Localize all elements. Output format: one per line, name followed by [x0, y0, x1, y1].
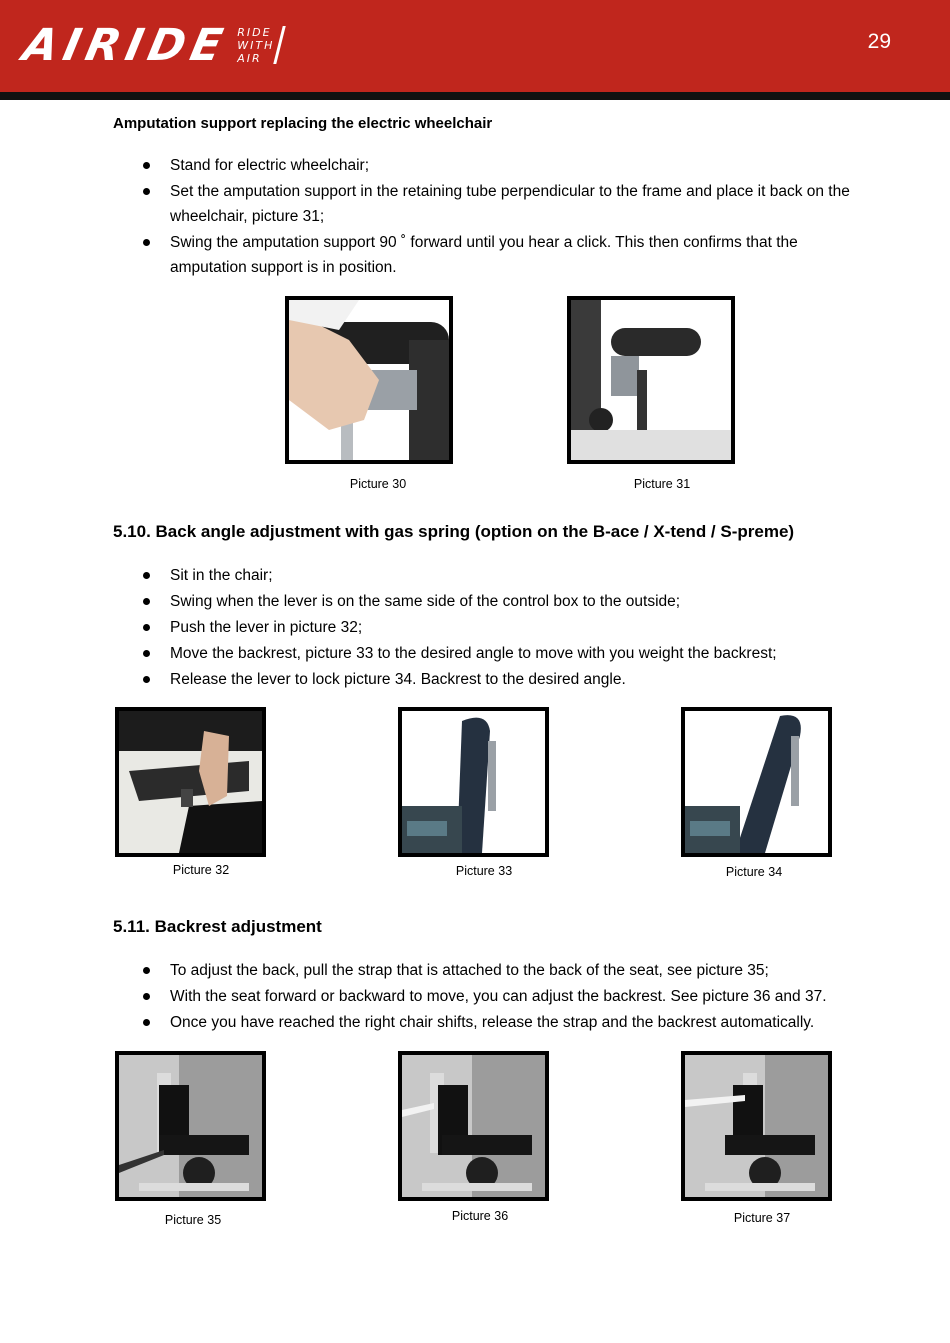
photo-picture-36: [398, 1051, 549, 1201]
photo-picture-37: [681, 1051, 832, 1201]
photo-armrest-hand: [289, 300, 449, 460]
header-divider: [0, 92, 950, 100]
caption-picture-31: Picture 31: [633, 477, 691, 491]
photo-picture-32: [115, 707, 266, 857]
list-item: Swing the amputation support 90 ˚ forward until you hear a click. This then confirms that the amputation support is in position.: [113, 230, 873, 280]
brand-wordmark: AIRIDE: [18, 19, 233, 71]
caption-picture-37: Picture 37: [733, 1211, 791, 1225]
caption-picture-36: Picture 36: [451, 1209, 509, 1223]
photo-backrest-back: [685, 1055, 828, 1197]
section-heading-5-10: 5.10. Back angle adjustment with gas spring (option on the B-ace / X-tend / S-preme): [113, 522, 795, 541]
photo-backrest-forward: [402, 1055, 545, 1197]
photo-picture-34: [681, 707, 832, 857]
list-item: Swing when the lever is on the same side of the control box to the outside;: [113, 589, 873, 614]
caption-picture-34: Picture 34: [725, 865, 783, 879]
bullet-list-amputation: [113, 153, 873, 281]
list-item: Set the amputation support in the retaining tube perpendicular to the frame and place it back on the wheelchair, picture 31;: [113, 179, 873, 229]
logo-slash: [274, 26, 286, 64]
list-item: To adjust the back, pull the strap that is attached to the back of the seat, see picture 35;: [113, 958, 873, 983]
photo-backrest-upright: [402, 711, 545, 853]
photo-amputation-support: [571, 300, 731, 460]
caption-picture-30: Picture 30: [349, 477, 407, 491]
photo-backrest-reclined: [685, 711, 828, 853]
list-item: Push the lever in picture 32;: [113, 615, 873, 640]
photo-picture-33: [398, 707, 549, 857]
photo-backrest-strap: [119, 1055, 262, 1197]
brand-logo: [18, 19, 281, 71]
header-bar: [0, 0, 950, 92]
section-heading-amputation: Amputation support replacing the electric wheelchair: [113, 115, 493, 132]
list-item: Release the lever to lock picture 34. Backrest to the desired angle.: [113, 667, 873, 692]
list-item: Sit in the chair;: [113, 563, 873, 588]
bullet-list-5-10: [113, 563, 873, 693]
page-number: 29: [867, 30, 891, 53]
list-item: With the seat forward or backward to move, you can adjust the backrest. See picture 36 and 37.: [113, 984, 873, 1009]
photo-picture-30: [285, 296, 453, 464]
photo-picture-35: [115, 1051, 266, 1201]
caption-picture-35: Picture 35: [164, 1213, 222, 1227]
bullet-list-5-11: [113, 958, 873, 1036]
caption-picture-33: Picture 33: [455, 864, 513, 878]
photo-lever-push: [119, 711, 262, 853]
section-heading-5-11: 5.11. Backrest adjustment: [113, 917, 322, 936]
list-item: Stand for electric wheelchair;: [113, 153, 873, 178]
brand-tagline: RIDE WITH AIR: [237, 25, 275, 65]
list-item: Once you have reached the right chair shifts, release the strap and the backrest automatically.: [113, 1010, 873, 1035]
photo-picture-31: [567, 296, 735, 464]
list-item: Move the backrest, picture 33 to the desired angle to move with you weight the backrest;: [113, 641, 873, 666]
caption-picture-32: Picture 32: [172, 863, 230, 877]
